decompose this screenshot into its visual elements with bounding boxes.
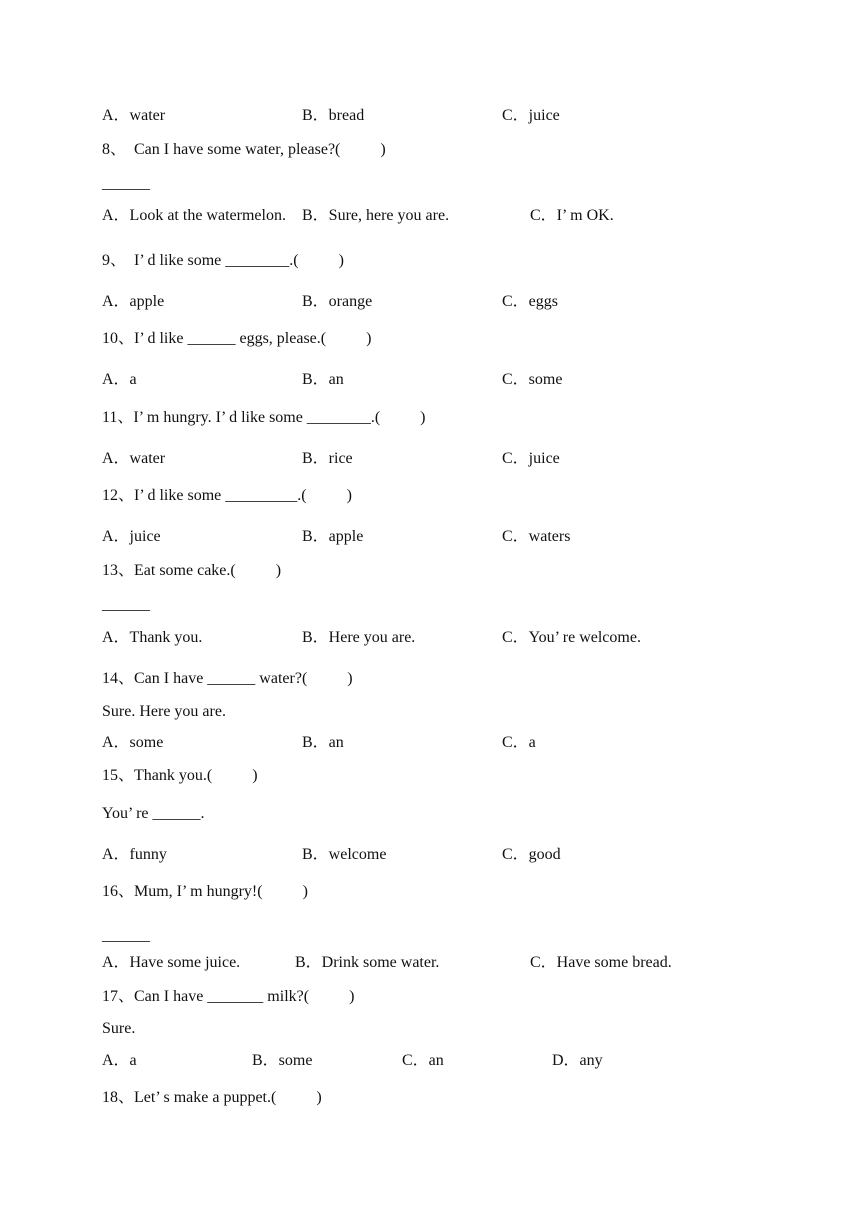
q14-option-b: B．an: [302, 734, 344, 751]
q9-option-c: C．eggs: [502, 293, 559, 310]
q9-option-b: B．orange: [302, 293, 373, 310]
q11-option-c: C．juice: [502, 450, 560, 467]
q12-option-c: C．waters: [502, 528, 571, 545]
q17-reply: Sure.: [102, 1020, 136, 1037]
q15-option-a: A．funny: [102, 846, 167, 863]
q17-option-b: B．some: [252, 1052, 313, 1069]
q17-option-d: D．any: [552, 1052, 603, 1069]
q15-option-b: B．welcome: [302, 846, 387, 863]
q15-stem: 15、Thank you.( ): [102, 767, 258, 784]
q11-option-b: B．rice: [302, 450, 353, 467]
q7-option-c: C．juice: [502, 107, 560, 124]
q16-stem: 16、Mum, I’ m hungry!( ): [102, 883, 308, 900]
q12-option-b: B．apple: [302, 528, 364, 545]
q14-option-c: C．a: [502, 734, 536, 751]
q8-answer-blank: ______: [102, 175, 150, 192]
q11-stem: 11、I’ m hungry. I’ d like some ________.( ): [102, 409, 426, 426]
q10-option-a: A．a: [102, 371, 137, 388]
q7-option-b: B．bread: [302, 107, 365, 124]
q12-stem: 12、I’ d like some _________.( ): [102, 487, 352, 504]
q16-option-c: C．Have some bread.: [530, 954, 672, 971]
q14-stem: 14、Can I have ______ water?( ): [102, 670, 353, 687]
q10-option-c: C．some: [502, 371, 563, 388]
q17-stem: 17、Can I have _______ milk?( ): [102, 988, 355, 1005]
q13-option-c: C．You’ re welcome.: [502, 629, 641, 646]
q17-option-a: A．a: [102, 1052, 137, 1069]
q13-option-b: B．Here you are.: [302, 629, 416, 646]
q18-stem: 18、Let’ s make a puppet.( ): [102, 1089, 322, 1106]
q12-option-a: A．juice: [102, 528, 161, 545]
q13-stem: 13、Eat some cake.( ): [102, 562, 282, 579]
q14-option-a: A．some: [102, 734, 164, 751]
q11-option-a: A．water: [102, 450, 166, 467]
q17-option-c: C．an: [402, 1052, 444, 1069]
q15-reply: You’ re ______.: [102, 805, 205, 822]
q9-stem: 9、 I’ d like some ________.( ): [102, 252, 344, 269]
q14-reply: Sure. Here you are.: [102, 703, 226, 720]
q8-option-b: B．Sure, here you are.: [302, 207, 450, 224]
q10-option-b: B．an: [302, 371, 344, 388]
q16-option-a: A．Have some juice.: [102, 954, 241, 971]
q9-option-a: A．apple: [102, 293, 165, 310]
q16-answer-blank: ______: [102, 927, 150, 944]
q15-option-c: C．good: [502, 846, 561, 863]
q8-option-c: C．I’ m OK.: [530, 207, 614, 224]
q7-option-a: A．water: [102, 107, 166, 124]
q13-option-a: A．Thank you.: [102, 629, 203, 646]
q16-option-b: B．Drink some water.: [295, 954, 440, 971]
q8-option-a: A．Look at the watermelon.: [102, 207, 286, 224]
q13-answer-blank: ______: [102, 596, 150, 613]
q8-stem: 8、 Can I have some water, please?( ): [102, 141, 386, 158]
q10-stem: 10、I’ d like ______ eggs, please.( ): [102, 330, 372, 347]
